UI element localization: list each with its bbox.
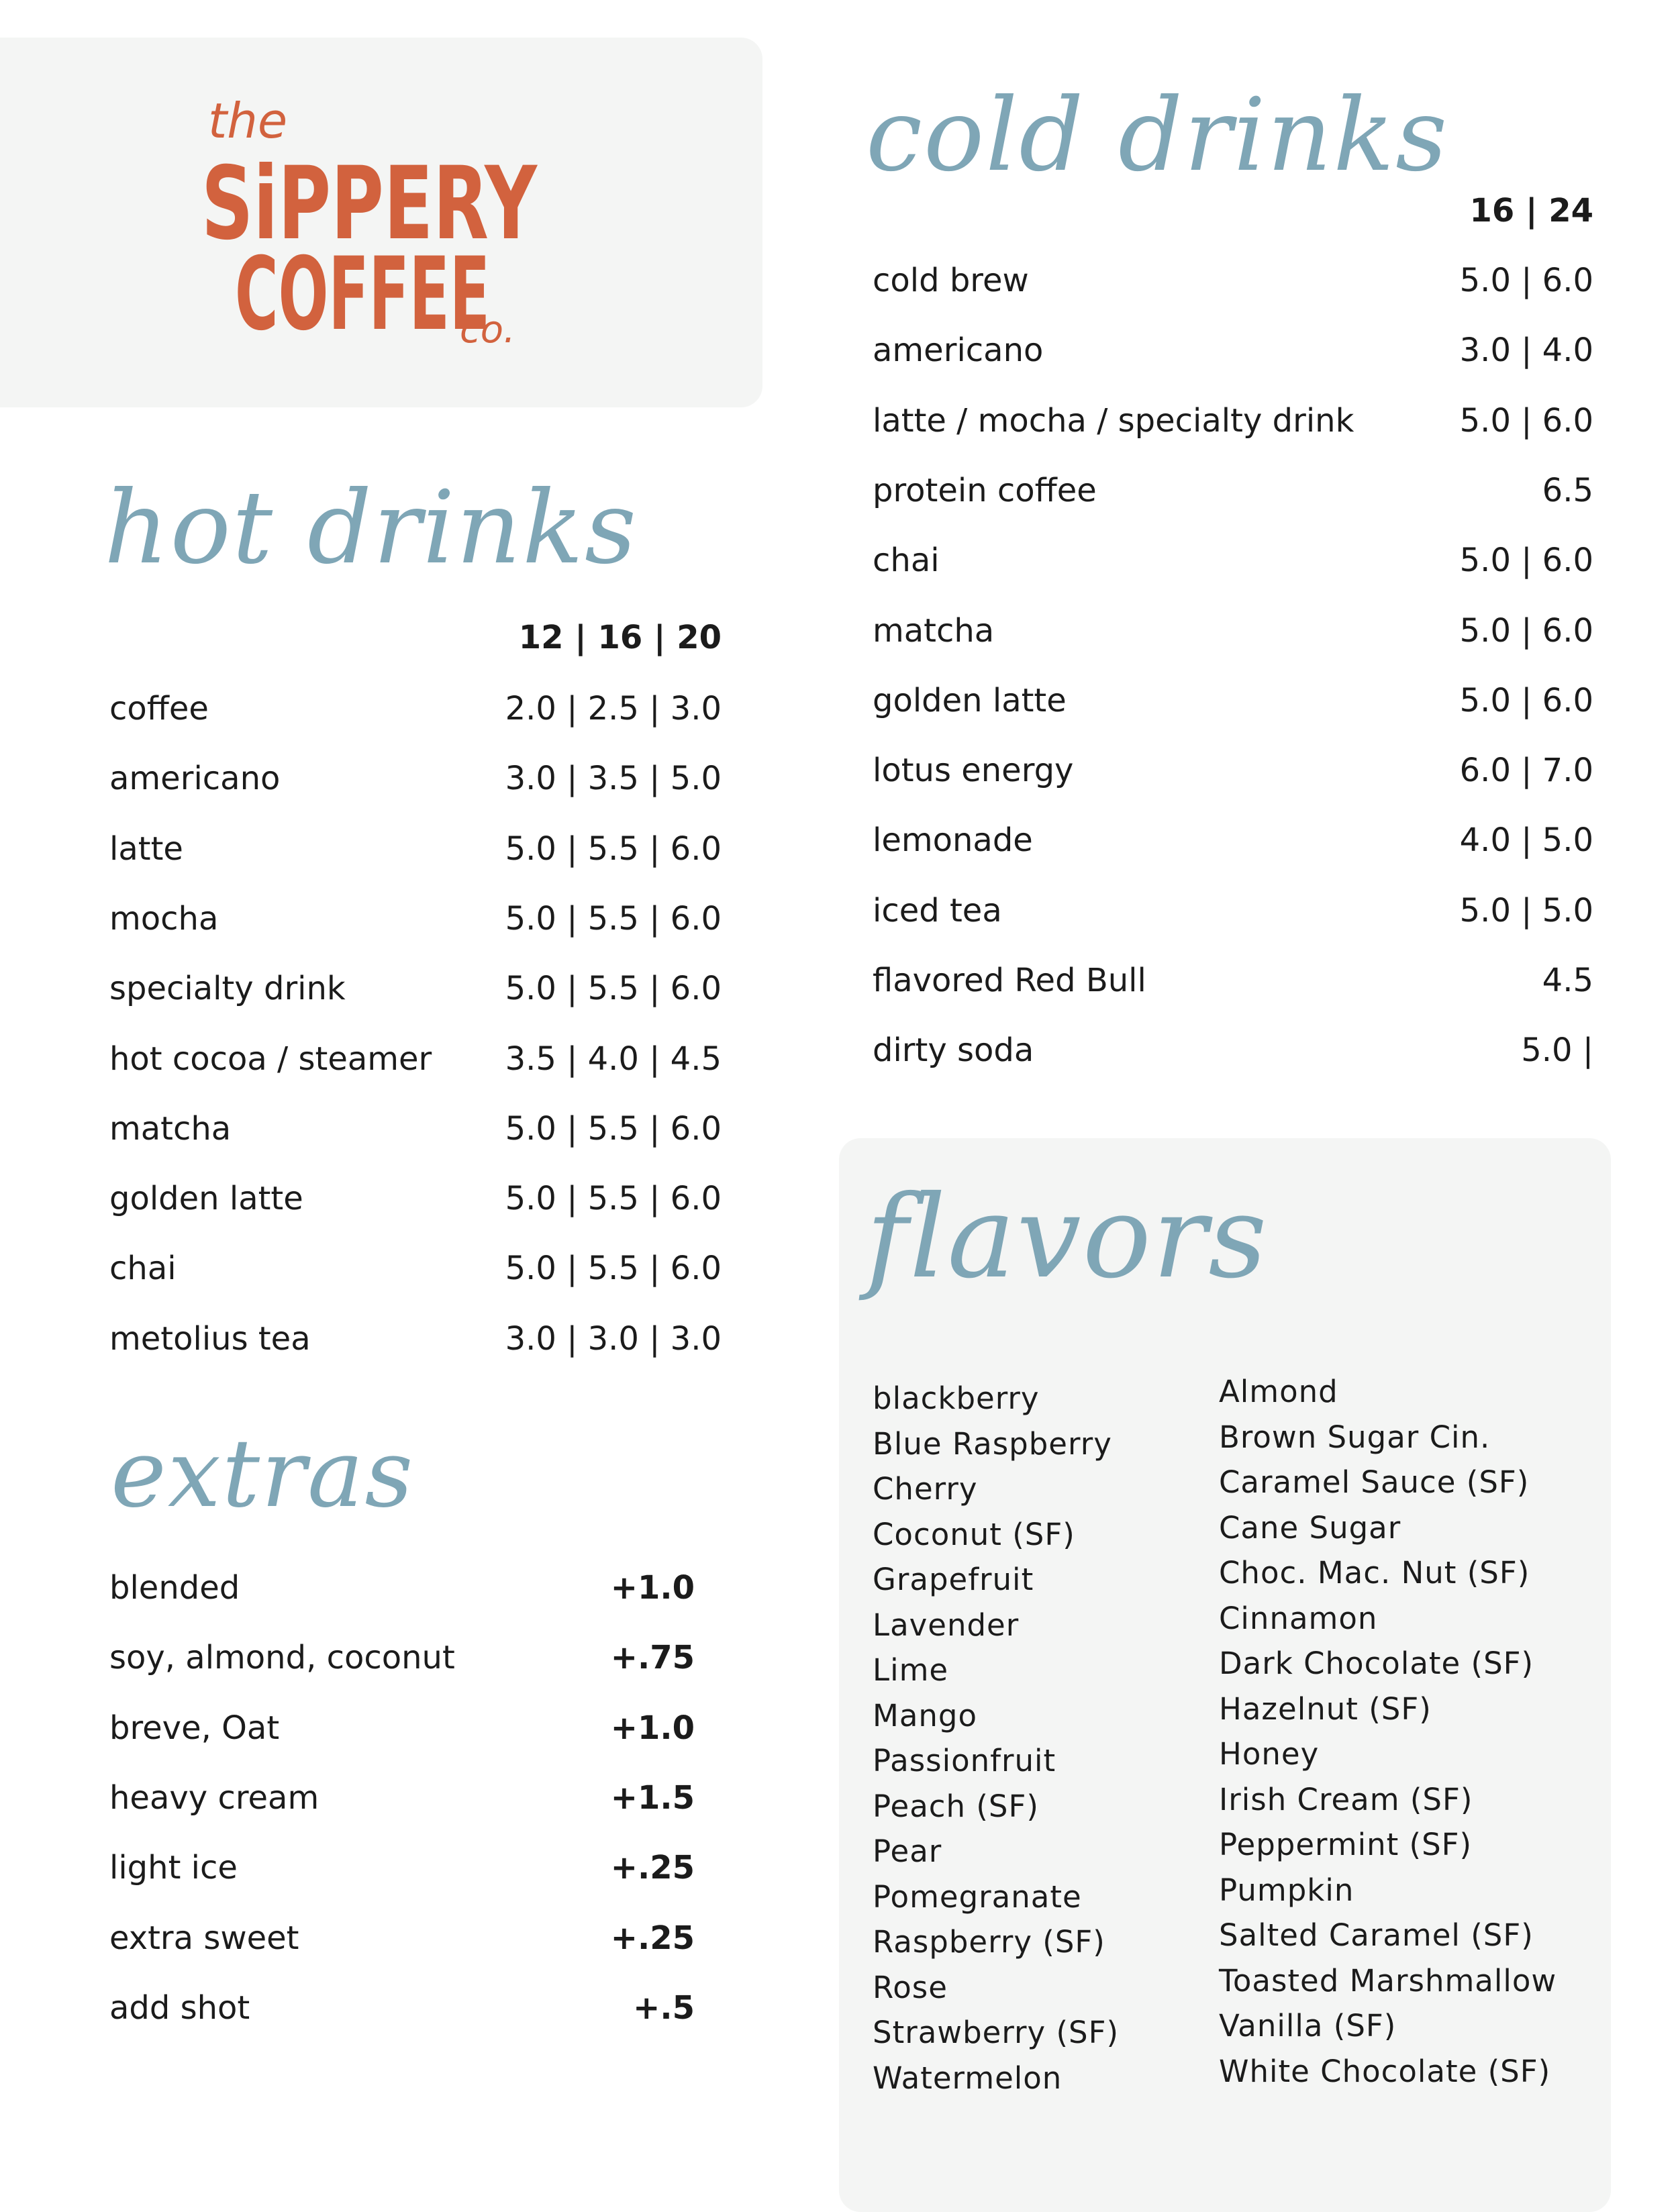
cold-drink-item	[873, 401, 1593, 441]
extra-item	[109, 1638, 695, 1678]
extra-item-price: +1.0	[610, 1569, 695, 1607]
cold-drink-item	[873, 750, 1593, 791]
extra-item-price: +1.5	[610, 1778, 695, 1817]
extra-item	[109, 1988, 695, 2028]
logo-co: co.	[460, 308, 515, 352]
hot-drink-item-name: chai	[109, 1250, 177, 1288]
flavor-item: Passionfruit	[873, 1743, 1056, 1778]
cold-drink-item-price: 3.0 | 4.0	[1459, 332, 1593, 370]
flavor-item: Grapefruit	[873, 1562, 1034, 1597]
flavor-item: Honey	[1219, 1736, 1320, 1772]
hot-drink-item	[109, 829, 722, 869]
extra-item	[109, 1918, 695, 1958]
extra-item	[109, 1568, 695, 1608]
hot-drink-item	[109, 899, 722, 939]
flavors-right-column	[1219, 1369, 1557, 2094]
extra-item	[109, 1708, 695, 1748]
cold-drink-item	[873, 820, 1593, 860]
extra-item	[109, 1848, 695, 1888]
extra-item-name: heavy cream	[109, 1778, 319, 1817]
flavors-title: flavors	[866, 1171, 1269, 1304]
cold-drink-item-name: golden latte	[873, 681, 1067, 719]
cold-drink-item	[873, 681, 1593, 721]
hot-drink-item	[109, 1248, 722, 1289]
flavor-item: Pumpkin	[1219, 1872, 1354, 1908]
hot-drink-item	[109, 1319, 722, 1359]
cold-drink-item-price: 5.0 | 5.0	[1459, 891, 1593, 929]
hot-drink-item	[109, 689, 722, 729]
hot-drink-item-name: metolius tea	[109, 1319, 311, 1358]
logo-sippery: SiPPERY	[201, 146, 538, 262]
cold-drink-item-price: 5.0 | 6.0	[1459, 542, 1593, 580]
extra-item-name: soy, almond, coconut	[109, 1639, 455, 1677]
cold-drink-item-price: 4.5	[1542, 962, 1593, 999]
flavor-item: Peach (SF)	[873, 1788, 1039, 1824]
cold-drink-item	[873, 260, 1593, 301]
cold-drink-item-price: 5.0 | 6.0	[1459, 681, 1593, 719]
flavor-item: Lavender	[873, 1607, 1020, 1643]
flavor-item: Pear	[873, 1833, 942, 1869]
hot-drink-item-name: latte	[109, 830, 183, 868]
extra-item-name: extra sweet	[109, 1919, 299, 1957]
hot-drink-item-name: specialty drink	[109, 970, 346, 1008]
hot-drinks-title: hot drinks	[104, 470, 638, 587]
extra-item-name: add shot	[109, 1989, 250, 2027]
flavor-item: Toasted Marshmallow	[1219, 1962, 1557, 1999]
hot-drink-item-price: 5.0 | 5.5 | 6.0	[505, 970, 722, 1008]
cold-drink-item	[873, 540, 1593, 581]
cold-drinks-title: cold drinks	[866, 77, 1449, 194]
hot-drink-item-price: 3.0 | 3.0 | 3.0	[505, 1319, 722, 1358]
flavor-item: Rose	[873, 1969, 948, 2005]
hot-drink-item-price: 5.0 | 5.5 | 6.0	[505, 899, 722, 938]
flavor-item: Brown Sugar Cin.	[1219, 1419, 1491, 1455]
flavor-item: Hazelnut (SF)	[1219, 1691, 1432, 1727]
hot-sizes-header: 12 | 16 | 20	[518, 619, 722, 656]
extra-item-name: breve, Oat	[109, 1709, 280, 1747]
logo-coffee: COFFEE	[235, 236, 490, 353]
flavor-item: Cane Sugar	[1219, 1509, 1401, 1546]
extra-item-name: blended	[109, 1569, 240, 1607]
hot-drink-item-price: 5.0 | 5.5 | 6.0	[505, 1109, 722, 1148]
cold-drink-item	[873, 891, 1593, 931]
hot-drink-item-price: 2.0 | 2.5 | 3.0	[505, 690, 722, 727]
flavor-item: Cherry	[873, 1471, 978, 1507]
logo-the: the	[208, 93, 288, 149]
flavor-item: Irish Cream (SF)	[1219, 1781, 1473, 1817]
flavor-item: Mango	[873, 1697, 978, 1733]
flavor-item: Vanilla (SF)	[1219, 2008, 1397, 2044]
extra-item-price: +.75	[610, 1639, 695, 1677]
flavor-item: Raspberry (SF)	[873, 1924, 1105, 1960]
cold-drink-item-name: cold brew	[873, 262, 1029, 299]
cold-drink-item	[873, 1030, 1593, 1070]
hot-drink-item-price: 3.5 | 4.0 | 4.5	[505, 1040, 722, 1078]
flavor-item: Coconut (SF)	[873, 1516, 1075, 1552]
extra-item-price: +1.0	[610, 1709, 695, 1747]
flavor-item: Salted Caramel (SF)	[1219, 1917, 1534, 1953]
cold-drink-item-price: 5.0 | 6.0	[1459, 401, 1593, 440]
cold-drink-item-price: 6.0 | 7.0	[1459, 752, 1593, 790]
cold-drink-item-price: 4.0 | 5.0	[1459, 821, 1593, 860]
cold-drink-item-price: 5.0 |	[1521, 1032, 1593, 1070]
extra-item	[109, 1778, 695, 1818]
extra-item-name: light ice	[109, 1849, 238, 1887]
cold-drink-item	[873, 960, 1593, 1001]
cold-drink-item	[873, 470, 1593, 511]
flavor-item: Strawberry (SF)	[873, 2015, 1120, 2050]
hot-drink-item-name: coffee	[109, 690, 209, 727]
cold-drink-item-price: 5.0 | 6.0	[1459, 262, 1593, 299]
cold-drink-item-name: lotus energy	[873, 752, 1074, 790]
flavor-item: Peppermint (SF)	[1219, 1827, 1473, 1862]
hot-drink-item-price: 3.0 | 3.5 | 5.0	[505, 760, 722, 798]
cold-drink-item-name: iced tea	[873, 891, 1002, 929]
hot-drink-item-name: matcha	[109, 1109, 232, 1148]
cold-drink-item-name: matcha	[873, 611, 995, 650]
flavor-item: blackberry	[873, 1380, 1040, 1416]
extra-item-price: +.25	[610, 1919, 695, 1957]
flavor-item: Blue Raspberry	[873, 1425, 1112, 1462]
hot-drink-item-name: americano	[109, 760, 281, 798]
flavor-item: Choc. Mac. Nut (SF)	[1219, 1555, 1530, 1591]
hot-drink-item-price: 5.0 | 5.5 | 6.0	[505, 1250, 722, 1288]
cold-drink-item	[873, 330, 1593, 370]
flavor-item: Watermelon	[873, 2060, 1063, 2096]
cold-sizes-header: 16 | 24	[1469, 192, 1593, 230]
extras-title: extras	[111, 1419, 415, 1529]
flavor-item: Almond	[1219, 1374, 1338, 1409]
cold-drink-item-name: americano	[873, 332, 1044, 370]
hot-drink-item	[109, 1178, 722, 1219]
hot-drink-item-name: golden latte	[109, 1180, 303, 1218]
flavor-item: Cinnamon	[1219, 1600, 1378, 1636]
hot-drink-item-price: 5.0 | 5.5 | 6.0	[505, 830, 722, 868]
flavors-left-column	[873, 1376, 1119, 2101]
flavor-item: Lime	[873, 1652, 949, 1688]
hot-drink-item	[109, 968, 722, 1009]
cold-drink-item-name: dirty soda	[873, 1032, 1034, 1070]
flavor-item: Dark Chocolate (SF)	[1219, 1646, 1534, 1681]
cold-drink-item	[873, 611, 1593, 651]
hot-drink-item	[109, 758, 722, 799]
cold-drink-item-name: protein coffee	[873, 471, 1097, 509]
hot-drink-item	[109, 1109, 722, 1149]
flavor-item: Caramel Sauce (SF)	[1219, 1464, 1530, 1500]
cold-drink-item-price: 5.0 | 6.0	[1459, 611, 1593, 650]
flavor-item: Pomegranate	[873, 1878, 1082, 1915]
cold-drink-item-price: 6.5	[1542, 471, 1593, 509]
hot-drink-item-price: 5.0 | 5.5 | 6.0	[505, 1180, 722, 1218]
cold-drink-item-name: chai	[873, 542, 940, 580]
sippery-coffee-logo	[195, 87, 557, 369]
hot-drink-item-name: hot cocoa / steamer	[109, 1040, 432, 1078]
cold-drink-item-name: lemonade	[873, 821, 1033, 860]
extra-item-price: +.5	[633, 1989, 695, 2027]
cold-drink-item-name: flavored Red Bull	[873, 962, 1146, 999]
cold-drink-item-name: latte / mocha / specialty drink	[873, 401, 1354, 440]
extra-item-price: +.25	[610, 1849, 695, 1887]
flavor-item: White Chocolate (SF)	[1219, 2053, 1551, 2089]
hot-drink-item-name: mocha	[109, 899, 219, 938]
hot-drink-item	[109, 1039, 722, 1079]
